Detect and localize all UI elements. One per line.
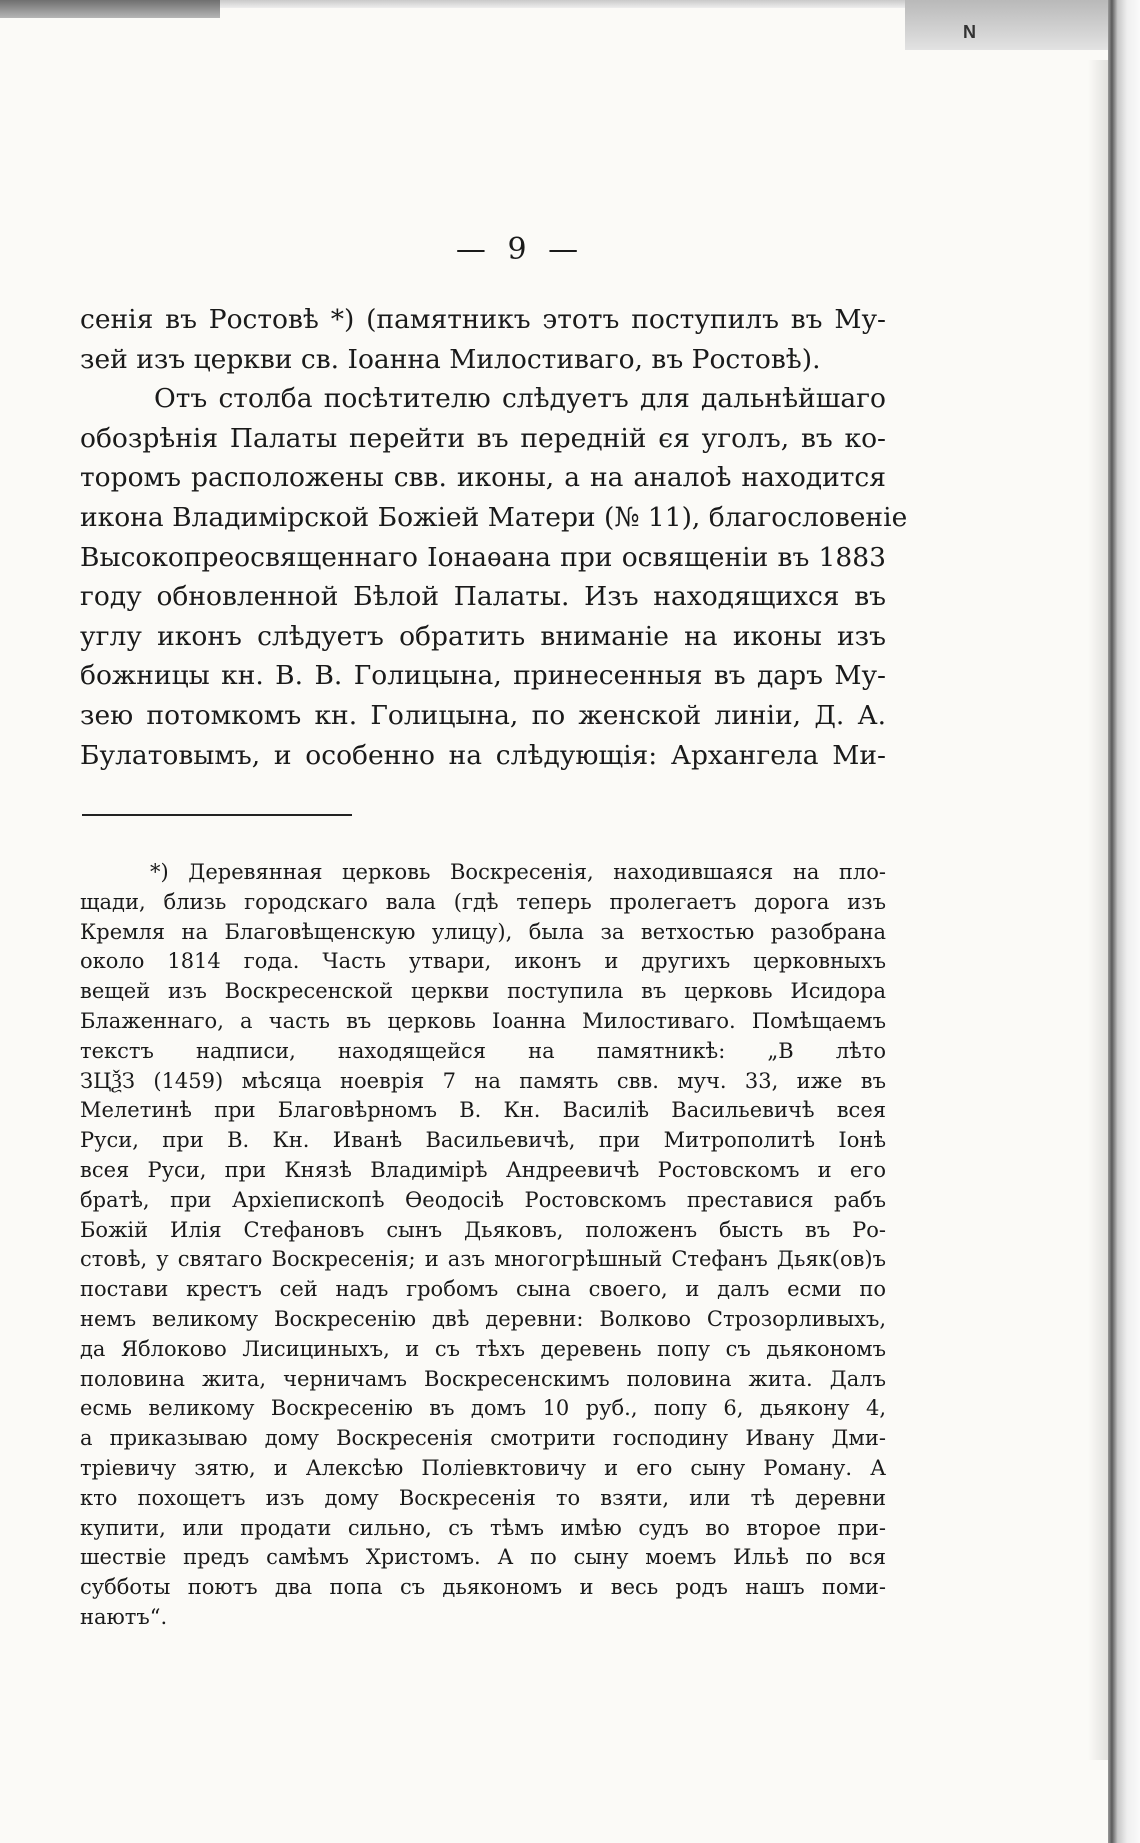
footnote-line: стовѣ, у святаго Воскресенія; и азъ многогрѣшный Стефанъ Дьяк(ов)ъ: [80, 1247, 886, 1272]
scan-border-top-left: [0, 0, 220, 18]
footnote-line: Блаженнаго, а часть въ церковь Іоанна Милостиваго. Помѣщаемъ: [80, 1008, 886, 1033]
page-number: — 9 —: [455, 232, 585, 267]
footnote-divider: [82, 814, 352, 816]
footnote-line: Руси, при В. Кн. Иванѣ Васильевичѣ, при Митрополитѣ Іонѣ: [80, 1128, 886, 1153]
footnote-line: текстъ надписи, находящейся на памятникѣ: „В лѣто: [80, 1038, 886, 1063]
text-line: торомъ расположены свв. иконы, а на аналоѣ находится: [80, 462, 886, 494]
text-line: году обновленной Бѣлой Палаты. Изъ находящихся въ: [80, 581, 886, 613]
footnote-line: щади, близь городскаго вала (гдѣ теперь пролегаетъ дорога изъ: [80, 889, 886, 914]
scan-border-top: [220, 0, 920, 8]
footnote-line: а приказываю дому Воскресенія смотрити господину Ивану Дми-: [80, 1426, 886, 1451]
text-line: обозрѣнія Палаты перейти въ передній єя уголъ, въ ко-: [80, 422, 886, 454]
footnote-line: кто похощетъ изъ дому Воскресенія то взяти, или тѣ деревни: [80, 1485, 886, 1510]
page-edge-shadow: [1088, 60, 1108, 1760]
footnote-line: половина жита, черничамъ Воскресенскимъ половина жита. Далъ: [80, 1366, 886, 1391]
text-line: зей изъ церкви св. Іоанна Милостиваго, въ Ростовѣ).: [80, 343, 821, 375]
footnote-line: да Яблоково Лисициныхъ, и съ тѣхъ деревень попу съ дьякономъ: [80, 1336, 886, 1361]
text-line: Отъ столба посѣтителю слѣдуетъ для дальнѣйшаго: [154, 383, 886, 415]
footnote-line: шествіе предъ самѣмъ Христомъ. А по сыну моемъ Ильѣ по вся: [80, 1545, 886, 1570]
footnote-line: есмь великому Воскресенію въ домъ 10 руб., попу 6, дьякону 4,: [80, 1396, 886, 1421]
footnote: [80, 858, 886, 1633]
footnote-line: Мелетинѣ при Благовѣрномъ В. Кн. Василіѣ Васильевичѣ всея: [80, 1098, 886, 1123]
footnote-line: купити, или продати сильно, съ тѣмъ имѣю судъ во второе при-: [80, 1515, 886, 1540]
footnote-line: постави крестъ сей надъ гробомъ сына своего, и далъ есми по: [80, 1277, 886, 1302]
text-line: Булатовымъ, и особенно на слѣдующія: Архангела Ми-: [80, 739, 886, 771]
scan-border-top-right: [905, 0, 1108, 50]
text-line: икона Владимірской Божіей Матери (№ 11), благословеніе: [80, 501, 908, 533]
footnote-line: Кремля на Благовѣщенскую улицу), была за ветхостью разобрана: [80, 919, 886, 944]
footnote-line: субботы поютъ два попа съ дьякономъ и весь родъ нашъ поми-: [80, 1575, 886, 1600]
footnote-line: немъ великому Воскресенію двѣ деревни: Волково Строзорливыхъ,: [80, 1306, 886, 1331]
footnote-line: всея Руси, при Князѣ Владимірѣ Андреевичѣ Ростовскомъ и его: [80, 1157, 886, 1182]
footnote-line: *) Деревянная церковь Воскресенія, находившаяся на пло-: [150, 860, 886, 884]
main-text: [80, 300, 908, 775]
footnote-line: ЗЦѮЗ (1459) мѣсяца ноеврія 7 на память свв. муч. 33, иже въ: [80, 1068, 886, 1093]
text-line: углу иконъ слѣдуетъ обратить вниманіе на иконы изъ: [80, 620, 886, 652]
scan-mark: N: [963, 22, 976, 42]
text-line: сенія въ Ростовѣ *) (памятникъ этотъ поступилъ въ Му-: [80, 304, 886, 335]
footnote-line: тріевичу зятю, и Алексѣю Поліевктовичу и его сыну Роману. А: [80, 1455, 886, 1480]
footnote-line: братѣ, при Архіепископѣ Ѳеодосіѣ Ростовскомъ преставися рабъ: [80, 1187, 886, 1212]
text-line: зею потомкомъ кн. Голицына, по женской линіи, Д. А.: [80, 699, 886, 731]
scan-border-right: [1108, 0, 1140, 1843]
footnote-line: Божій Илія Стефановъ сынъ Дьяковъ, положенъ бысть въ Ро-: [80, 1217, 886, 1242]
text-line: божницы кн. В. В. Голицына, принесенныя въ даръ Му-: [80, 660, 886, 692]
footnote-line: вещей изъ Воскресенской церкви поступила въ церковь Исидора: [80, 979, 886, 1004]
text-line: Высокопреосвященнаго Іонаѳана при освященіи въ 1883: [80, 541, 886, 573]
footnote-line: наютъ“.: [80, 1604, 168, 1629]
footnote-line: около 1814 года. Часть утвари, иконъ и другихъ церковныхъ: [80, 949, 886, 974]
